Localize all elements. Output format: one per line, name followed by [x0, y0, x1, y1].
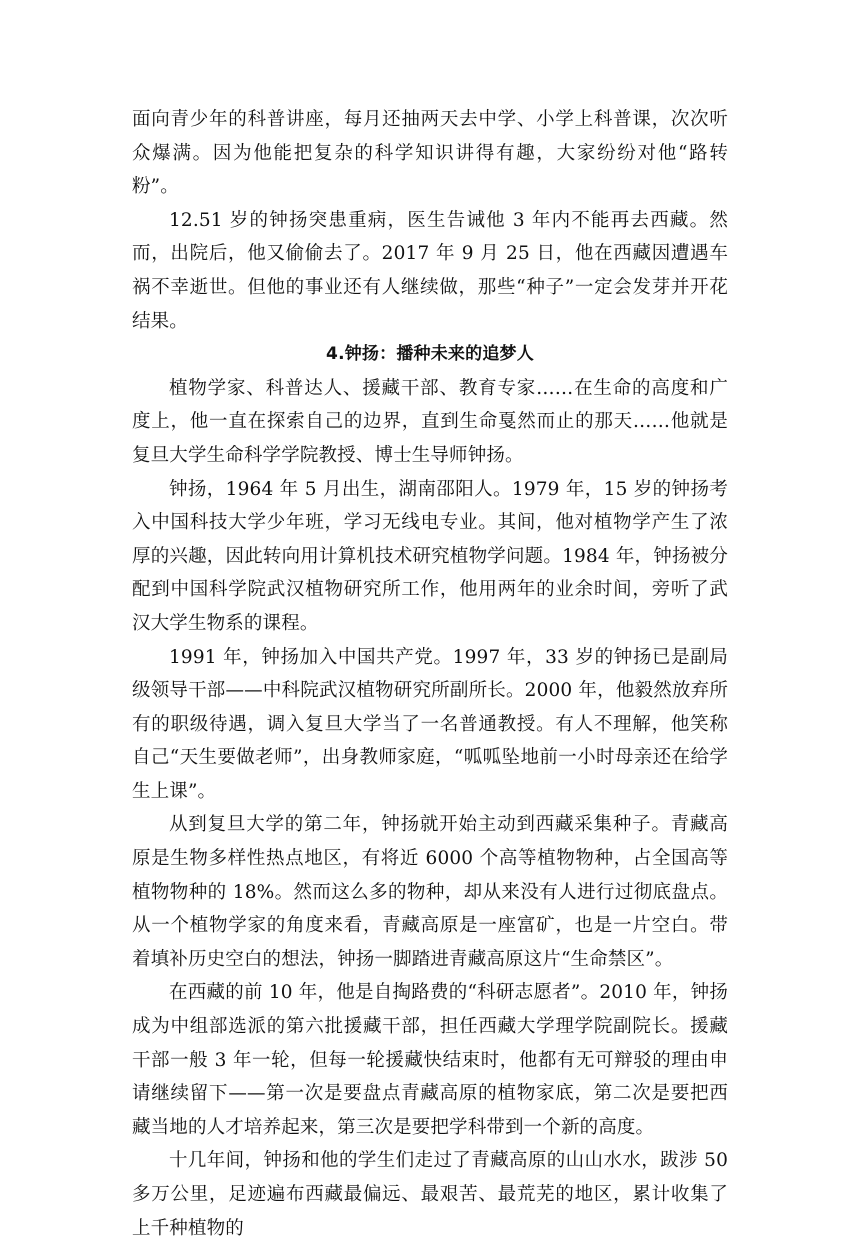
- section-heading: 4.钟扬：播种未来的追梦人: [326, 344, 534, 365]
- paragraph-science-lectures: 面向青少年的科普讲座，每月还抽两天去中学、小学上科普课，次次听众爆满。因为他能把复杂的科学知识讲得有趣，大家纷纷对他“路转粉”。: [132, 109, 728, 198]
- paragraph-tibet-aid: 在西藏的前 10 年，他是自掏路费的“科研志愿者”。2010 年，钟扬成为中组部选派的第六批援藏干部，担任西藏大学理学院副院长。援藏干部一般 3 年一轮，但每一轮援藏快结束时，他都有无可辩驳的理由申请继续留下——第一次是要盘点青藏高原的植物家底，第二次是要把西藏当地的人才培养起来，第三次是要把学科带到一个新的高度。: [132, 982, 728, 1138]
- paragraph-tibet-seeds: 从到复旦大学的第二年，钟扬就开始主动到西藏采集种子。青藏高原是生物多样性热点地区，有将近 6000 个高等植物物种，占全国高等植物物种的 18%。然而这么多的物种，却从来没有人进行过彻底盘点。从一个植物学家的角度来看，青藏高原是一座富矿，也是一片空白。带着填补历史空白的想法，钟扬一脚踏进青藏高原这片“生命禁区”。: [132, 814, 728, 970]
- paragraph-introduction: 植物学家、科普达人、援藏干部、教育专家……在生命的高度和广度上，他一直在探索自己的边界，直到生命戛然而止的那天……他就是复旦大学生命科学学院教授、博士生导师钟扬。: [132, 377, 728, 466]
- paragraph-early-life: 钟扬，1964 年 5 月出生，湖南邵阳人。1979 年，15 岁的钟扬考入中国科技大学少年班，学习无线电专业。其间，他对植物学产生了浓厚的兴趣，因此转向用计算机技术研究植物学问题。1984 年，钟扬被分配到中国科学院武汉植物研究所工作，他用两年的业余时间，旁听了武汉大学生物系的课程。: [132, 478, 728, 634]
- paragraph-fieldwork: 十几年间，钟扬和他的学生们走过了青藏高原的山山水水，跋涉 50 多万公里，足迹遍布西藏最偏远、最艰苦、最荒芜的地区，累计收集了上千种植物的: [132, 1150, 728, 1239]
- paragraph-illness-and-death: 12.51 岁的钟扬突患重病，医生告诫他 3 年内不能再去西藏。然而，出院后，他又偷偷去了。2017 年 9 月 25 日，他在西藏因遭遇车祸不幸逝世。但他的事业还有人继续做，那些“种子”一定会发芽并开花结果。: [132, 209, 728, 332]
- document-body: [132, 103, 728, 1245]
- paragraph-career-fudan: 1991 年，钟扬加入中国共产党。1997 年，33 岁的钟扬已是副局级领导干部——中科院武汉植物研究所副所长。2000 年，他毅然放弃所有的职级待遇，调入复旦大学当了一名普通教授。有人不理解，他笑称自己“天生要做老师”，出身教师家庭，“呱呱坠地前一小时母亲还在给学生上课”。: [132, 646, 728, 802]
